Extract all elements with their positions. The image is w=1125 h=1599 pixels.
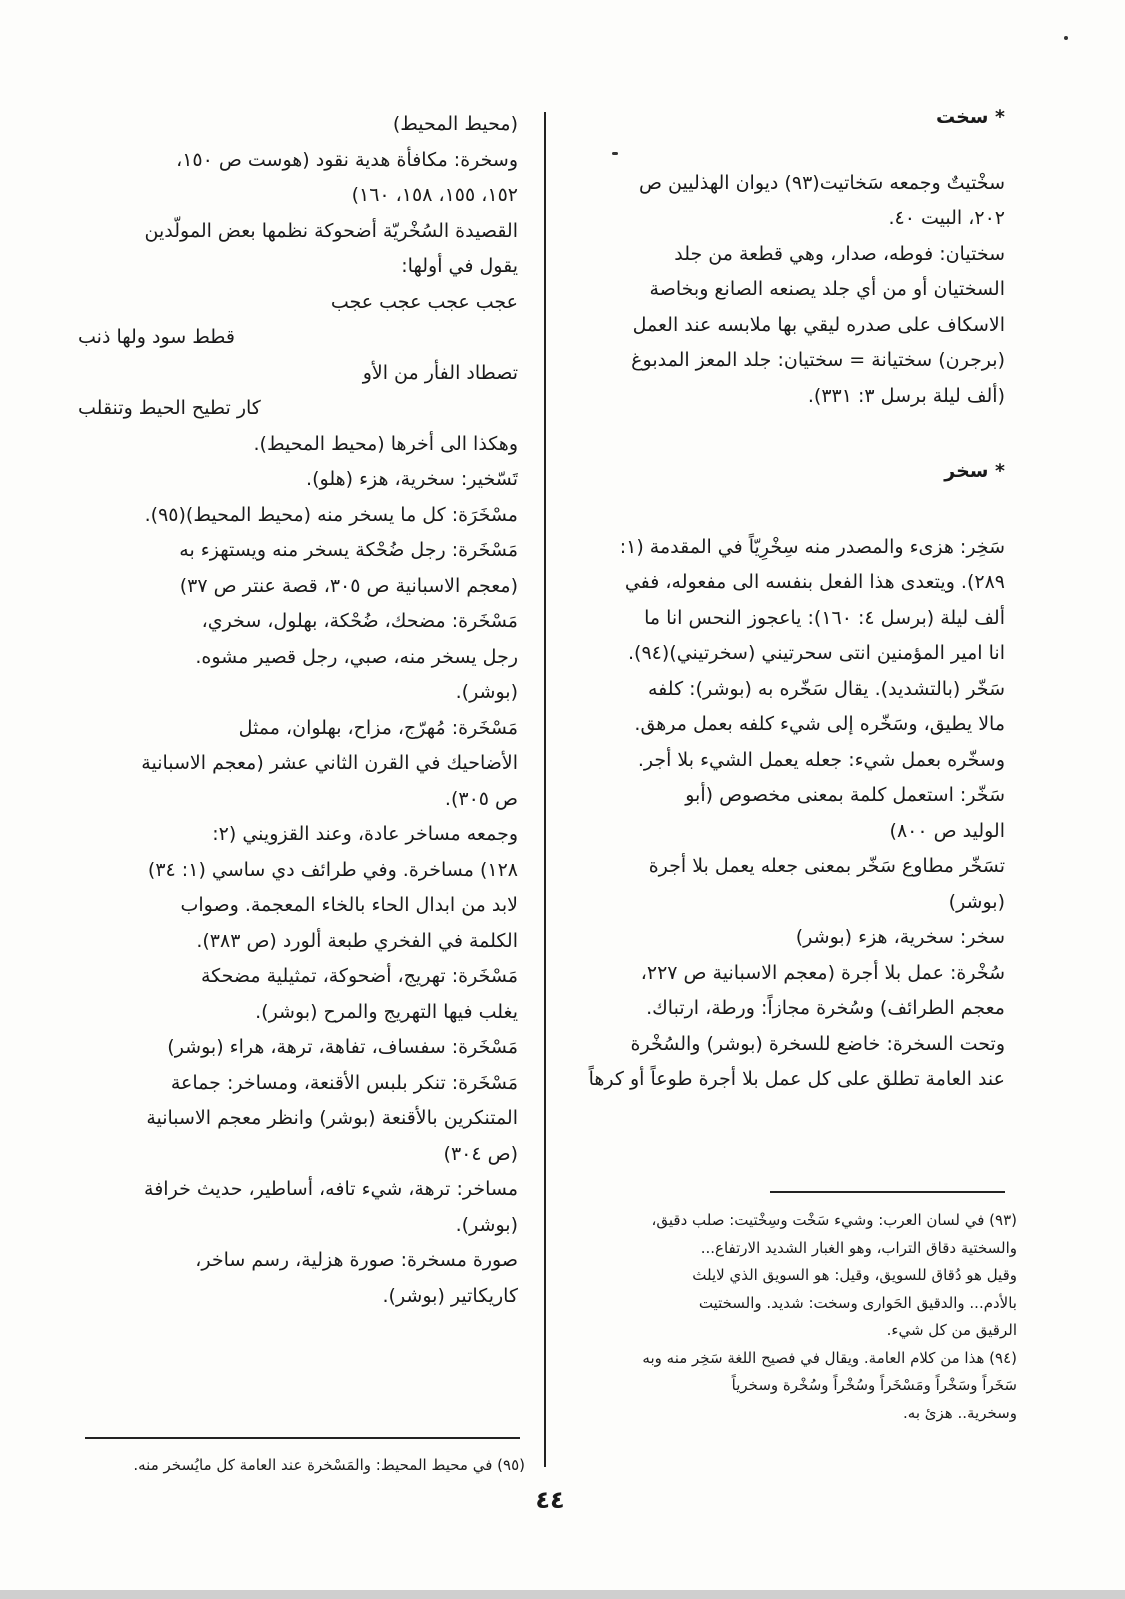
footnote-line: (٩٣) في لسان العرب: وشيء سَخْت وسِخْتيت: صلب دقيق،: [651, 1211, 1017, 1229]
scan-edge: [0, 1590, 1125, 1599]
text-line: ٢٨٩). ويتعدى هذا الفعل بنفسه الى مفعوله، ففي: [624, 571, 1005, 593]
text-line: مَسْخَرة: رجل ضُحْكة يسخر منه ويستهزء به: [179, 539, 518, 561]
text-line: (بوشر).: [455, 1213, 518, 1236]
text-line: مَسْخَرة: تنكر بلبس الأقنعة، ومساخر: جماعة: [170, 1071, 518, 1094]
text-line: الوليد ص ٨٠٠): [889, 819, 1005, 842]
page-number: ٤٤: [535, 1486, 565, 1514]
footnote-line: وسخرية.. هزئ به.: [903, 1403, 1017, 1422]
text-line: سخر: سخرية، هزء (بوشر): [795, 926, 1005, 948]
text-line: وسخّره بعمل شيء: جعله يعمل الشيء بلا أجر.: [637, 748, 1005, 771]
footnote-line: (٩٥) في محيط المحيط: والمَسْخرة عند العامة كل مايُسخر منه.: [133, 1456, 525, 1474]
scan-speck: [1064, 36, 1068, 40]
text-line: رجل يسخر منه، صبي، رجل قصير مشوه.: [195, 645, 518, 668]
footnote-rule-left: [85, 1437, 520, 1439]
right-column: [575, 100, 1005, 1180]
text-line: السختيان أو من أي جلد يصنعه الصانع وبخاصة: [649, 278, 1005, 300]
poem-line: قطط سود ولها ذنب: [78, 326, 235, 348]
text-line: (ص ٣٠٤): [443, 1142, 518, 1165]
entry-heading-sakht: * سخت: [935, 106, 1005, 128]
text-line: مساخر: ترهة، شيء تافه، أساطير، حديث خرافة: [144, 1178, 518, 1200]
text-line: انا امير المؤمنين انتى سحرتيني (سخرتيني)(٩٤).: [628, 642, 1005, 664]
text-line: يغلب فيها التهريج والمرح (بوشر).: [255, 1000, 518, 1023]
text-line: (بوشر).: [455, 681, 518, 703]
text-line: (بوشر): [948, 890, 1005, 913]
text-line: معجم الطرائف) وسُخرة مجازاً: ورطة، ارتباك.: [646, 997, 1005, 1019]
text-line: سختيان: فوطه، صدار، وهي قطعة من جلد: [674, 242, 1005, 265]
footnote-line: (٩٤) هذا من كلام العامة. ويقال في فصيح اللغة سَخِر منه وبه: [642, 1348, 1017, 1367]
text-line: وجمعه مساخر عادة، وعند القزويني (٢:: [212, 823, 518, 845]
footnote-line: سَخَراً وسَخْراً ومَسْخَراً وسُخْراً وسُخْرة وسخرياً: [731, 1376, 1017, 1394]
text-line: صورة مسخرة: صورة هزلية، رسم ساخر،: [195, 1249, 518, 1271]
scan-speck: [612, 152, 618, 155]
text-line: (ألف ليلة برسل ٣: ٣٣١).: [807, 384, 1005, 407]
text-line: سَخِر: هزىء والمصدر منه سِخْرِيّاً في المقدمة (١:: [619, 535, 1005, 558]
left-column: [78, 107, 518, 1437]
footnotes-left: [60, 1452, 525, 1482]
footnote-rule-right: [770, 1191, 1005, 1193]
entry-heading-sakhar: * سخر: [944, 460, 1005, 482]
footnote-line: بالأدم... والدقيق الحَوارى وسخت: شديد. والسختيت: [698, 1293, 1017, 1312]
column-divider: [544, 112, 546, 1467]
text-line: ١٢٨) مساخرة. وفي طرائف دي ساسي (١: ٣٤): [147, 858, 518, 881]
text-line: القصيدة السُخْريّة أضحوكة نظمها بعض المولّدين: [144, 219, 518, 242]
text-line: وتحت السخرة: خاضع للسخرة (بوشر) والسُخْرة: [630, 1032, 1005, 1055]
text-line: سَخّر (بالتشديد). يقال سَخّره به (بوشر): كلفه: [647, 677, 1005, 700]
text-line: سخْتيتٌ وجمعه سَخاتيت(٩٣) ديوان الهذليين ص: [639, 171, 1005, 194]
text-line: ص ٣٠٥).: [444, 787, 518, 810]
text-line: (برجرن) سختيانة = سختيان: جلد المعز المدبوغ: [631, 349, 1005, 371]
text-line: (محيط المحيط): [392, 113, 518, 135]
poem-line: عجب عجب عجب عجب: [330, 290, 518, 313]
text-line: الكلمة في الفخري طبعة ألورد (ص ٣٨٣).: [196, 929, 518, 952]
text-line: الاسكاف على صدره ليقي بها ملابسه عند العمل: [632, 313, 1005, 336]
footnote-line: والسختية دقاق التراب، وهو الغبار الشديد الارتفاع...: [700, 1238, 1017, 1257]
text-line: مالا يطيق، وسَخّره إلى شيء كلفه بعمل مرهق.: [634, 713, 1005, 735]
text-line: مَسْخَرة: مضحك، ضُحْكة، بهلول، سخري،: [201, 610, 518, 632]
poem-line: كار تطيح الحيط وتنقلب: [78, 397, 261, 419]
text-line: تسَخّر مطاوع سَخّر بمعنى جعله يعمل بلا أجرة: [648, 855, 1005, 877]
text-line: تَسّخير: سخرية، هزء (هلو).: [306, 468, 518, 490]
text-line: سُخْرة: عمل بلا أجرة (معجم الاسبانية ص ٢٢٧،: [640, 961, 1005, 984]
footnote-line: الرقيق من كل شيء.: [886, 1321, 1017, 1339]
text-line: ١٥٢، ١٥٥، ١٥٨، ١٦٠): [351, 184, 518, 206]
text-line: مسْخَرَة: كل ما يسخر منه (محيط المحيط)(٩٥).: [144, 503, 518, 526]
text-line: وسخرة: مكافأة هدية نقود (هوست ص ١٥٠،: [176, 148, 518, 171]
text-line: الأضاحيك في القرن الثاني عشر (معجم الاسبانية: [141, 752, 518, 774]
footnotes-right: [575, 1207, 1017, 1475]
text-line: لابد من ابدال الحاء بالخاء المعجمة. وصواب: [180, 894, 518, 916]
text-line: وهكذا الى أخرها (محيط المحيط).: [253, 432, 518, 455]
poem-line: تصطاد الفأر من الأو: [362, 361, 518, 384]
text-line: كاريكاتير (بوشر).: [382, 1284, 518, 1307]
text-line: ألف ليلة (برسل ٤: ١٦٠): ياعجوز النحس انا ما: [644, 606, 1005, 629]
text-line: يقول في أولها:: [401, 255, 518, 277]
text-line: سَخّر: استعمل كلمة بمعنى مخصوص (أبو: [685, 784, 1005, 806]
text-line: ٢٠٢، البيت ٤٠.: [888, 207, 1005, 229]
footnote-line: وقيل هو دُقاق للسويق، وقيل: هو السويق الذي لايلث: [692, 1266, 1017, 1284]
text-line: عند العامة تطلق على كل عمل بلا أجرة طوعاً أو كرهاً: [588, 1068, 1005, 1090]
text-line: المتنكرين بالأقنعة (بوشر) وانظر معجم الاسبانية: [146, 1107, 518, 1129]
text-line: (معجم الاسبانية ص ٣٠٥، قصة عنتر ص ٣٧): [179, 574, 518, 597]
text-line: مَسْخَرة: سفساف، تفاهة، ترهة، هراء (بوشر): [167, 1036, 518, 1058]
text-line: مَسْخَرة: مُهرّج، مزاح، بهلوان، ممثل: [238, 716, 518, 739]
text-line: مَسْخَرة: تهريج، أضحوكة، تمثيلية مضحكة: [200, 965, 518, 987]
